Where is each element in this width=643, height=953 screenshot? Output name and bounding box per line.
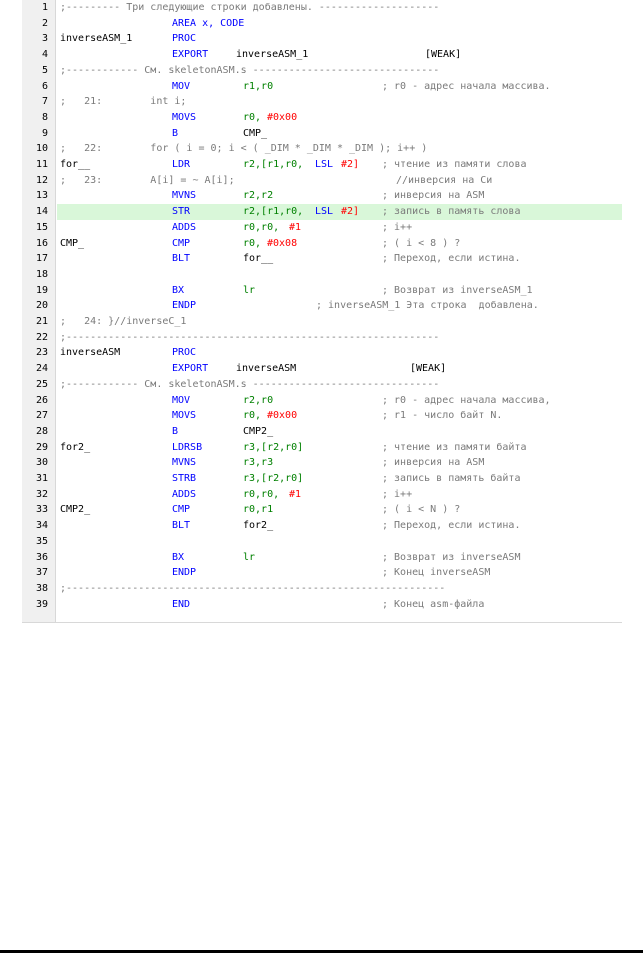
line-number: 34 xyxy=(35,520,48,532)
code-token: ; 24: }//inverseC_1 xyxy=(60,316,187,327)
code-line[interactable] xyxy=(22,110,622,126)
code-token: AREA x, CODE xyxy=(172,17,245,29)
code-token: for__ xyxy=(243,253,274,265)
line-number: 15 xyxy=(35,221,48,233)
code-line[interactable] xyxy=(22,314,622,330)
code-line[interactable] xyxy=(22,251,622,267)
code-token: LSL xyxy=(315,206,334,218)
code-token: EXPORT xyxy=(172,363,209,375)
code-token: MOVS xyxy=(172,111,197,123)
code-token: ; запись в память слова xyxy=(382,206,521,218)
line-number: 3 xyxy=(41,33,48,45)
line-number: 30 xyxy=(35,457,48,469)
code-line[interactable] xyxy=(22,0,622,16)
code-token: CMP xyxy=(172,504,191,516)
code-token: #1 xyxy=(289,221,302,233)
code-line[interactable] xyxy=(22,393,622,409)
line-number: 10 xyxy=(35,143,48,155)
code-line[interactable] xyxy=(22,267,622,283)
code-token: ; Переход, если истина. xyxy=(382,520,521,532)
code-line[interactable] xyxy=(22,534,622,550)
code-token: PROC xyxy=(172,347,197,359)
code-token: ; запись в память байта xyxy=(382,473,521,484)
code-token: CMP2_ xyxy=(60,504,91,516)
code-line[interactable] xyxy=(22,408,622,424)
code-token: ; r0 - адрес начала массива. xyxy=(382,80,551,92)
code-token: ; Конец asm-файла xyxy=(382,598,485,610)
code-token: ; r0 - адрес начала массива, xyxy=(382,394,551,406)
code-token: ; Переход, если истина. xyxy=(382,253,521,265)
code-token: ; inverseASM_1 Эта строка добавлена. xyxy=(316,300,539,312)
code-token: ; Возврат из inverseASM_1 xyxy=(382,284,533,296)
code-token: //инверсия на Си xyxy=(396,174,493,186)
code-token: ; i++ xyxy=(382,221,413,233)
code-token: r1,r0 xyxy=(243,80,274,92)
code-line[interactable] xyxy=(22,455,622,471)
code-token: ADDS xyxy=(172,488,197,500)
code-token: inverseASM_1 xyxy=(60,33,133,45)
code-token: ENDP xyxy=(172,300,197,312)
code-token: inverseASM_1 xyxy=(236,49,309,61)
line-number: 22 xyxy=(35,331,48,343)
line-number: 39 xyxy=(35,598,48,610)
code-line[interactable] xyxy=(22,565,622,581)
code-line[interactable] xyxy=(22,31,622,47)
code-token: #1 xyxy=(289,488,302,500)
code-line[interactable] xyxy=(22,597,622,613)
code-token: [WEAK] xyxy=(410,363,447,375)
line-number: 17 xyxy=(35,253,48,265)
line-number: 16 xyxy=(35,237,48,249)
code-token: MOV xyxy=(172,394,191,406)
line-number: 4 xyxy=(41,49,48,61)
code-token: STRB xyxy=(172,473,197,484)
line-number: 18 xyxy=(35,268,48,280)
code-token: for2_ xyxy=(243,520,274,532)
code-line[interactable] xyxy=(22,550,622,566)
code-line[interactable] xyxy=(22,204,622,220)
code-token: LSL xyxy=(315,159,334,170)
code-line[interactable] xyxy=(22,236,622,252)
code-token: ; инверсия на ASM xyxy=(382,190,485,202)
code-token: ;--------- Три следующие строки добавлены. -------------------- xyxy=(60,2,440,13)
code-token: inverseASM xyxy=(236,363,297,375)
line-number: 1 xyxy=(41,2,48,13)
code-line[interactable] xyxy=(22,487,622,503)
code-token: r0,r0, xyxy=(243,221,280,233)
code-token: #2] xyxy=(341,206,360,218)
code-token: END xyxy=(172,598,191,610)
code-token: MOVS xyxy=(172,410,197,422)
code-line[interactable] xyxy=(22,345,622,361)
code-line[interactable] xyxy=(22,298,622,314)
code-token: r2,r0 xyxy=(243,394,274,406)
line-number: 23 xyxy=(35,347,48,359)
line-number: 2 xyxy=(41,17,48,29)
code-token: ; инверсия на ASM xyxy=(382,457,485,469)
code-token: #2] xyxy=(341,159,360,170)
line-number: 29 xyxy=(35,441,48,453)
code-token: ; r1 - число байт N. xyxy=(382,410,503,422)
code-token: CMP xyxy=(172,237,191,249)
code-token: MVNS xyxy=(172,457,197,469)
code-token: B xyxy=(172,425,179,437)
code-line[interactable] xyxy=(22,157,622,173)
code-token: LDR xyxy=(172,159,191,170)
code-token: r2,r2 xyxy=(243,190,274,202)
code-token: r0, xyxy=(243,410,262,422)
code-token: CMP_ xyxy=(60,237,85,249)
line-number: 19 xyxy=(35,284,48,296)
code-token: BX xyxy=(172,284,185,296)
code-token: r3,r3 xyxy=(243,457,274,469)
code-line[interactable] xyxy=(22,377,622,393)
code-token: r3,[r2,r0] xyxy=(243,441,304,453)
code-token: BLT xyxy=(172,253,191,265)
line-number: 5 xyxy=(41,64,48,76)
code-line[interactable] xyxy=(22,173,622,189)
line-number: 13 xyxy=(35,190,48,202)
code-token: [WEAK] xyxy=(425,49,462,61)
code-line[interactable] xyxy=(22,424,622,440)
line-number: 14 xyxy=(35,206,48,218)
code-token: #0x00 xyxy=(267,410,298,422)
line-number: 37 xyxy=(35,567,48,579)
line-number: 9 xyxy=(41,127,48,139)
code-line[interactable] xyxy=(22,220,622,236)
code-line[interactable] xyxy=(22,126,622,142)
code-token: MOV xyxy=(172,80,191,92)
code-token: CMP_ xyxy=(243,127,268,139)
code-token: r0,r0, xyxy=(243,488,280,500)
code-token: STR xyxy=(172,206,191,218)
code-line[interactable] xyxy=(22,440,622,456)
code-token: ENDP xyxy=(172,567,197,579)
code-token: ; Конец inverseASM xyxy=(382,567,491,579)
current-line-highlight xyxy=(57,204,622,220)
code-token: inverseASM xyxy=(60,347,121,359)
line-number: 24 xyxy=(35,363,48,375)
line-number: 27 xyxy=(35,410,48,422)
code-line[interactable] xyxy=(22,471,622,487)
code-token: BX xyxy=(172,551,185,563)
code-token: CMP2_ xyxy=(243,425,274,437)
line-number: 32 xyxy=(35,488,48,500)
code-token: r0,r1 xyxy=(243,504,274,516)
line-number: 25 xyxy=(35,378,48,390)
line-number: 33 xyxy=(35,504,48,516)
code-token: ;------------ См. skeletonASM.s ------------------------------- xyxy=(60,378,440,390)
code-editor[interactable] xyxy=(22,0,622,623)
line-number: 31 xyxy=(35,473,48,484)
code-line[interactable] xyxy=(22,283,622,299)
line-number: 20 xyxy=(35,300,48,312)
line-number: 38 xyxy=(35,582,48,594)
line-number: 6 xyxy=(41,80,48,92)
code-line[interactable] xyxy=(22,581,622,597)
line-number: 36 xyxy=(35,551,48,563)
line-number: 26 xyxy=(35,394,48,406)
code-token: r2,[r1,r0, xyxy=(243,206,304,218)
code-token: for2_ xyxy=(60,441,91,453)
code-token: #0x00 xyxy=(267,111,298,123)
code-token: r0, xyxy=(243,111,262,123)
code-token: BLT xyxy=(172,520,191,532)
code-token: ADDS xyxy=(172,221,197,233)
code-token: ; i++ xyxy=(382,488,413,500)
code-token: ; 21: int i; xyxy=(60,96,187,108)
code-token: ;-------------------------------------------------------------- xyxy=(60,331,440,343)
code-token: ; Возврат из inverseASM xyxy=(382,551,521,563)
code-line[interactable] xyxy=(22,63,622,79)
code-token: ; 23: A[i] = ~ A[i]; xyxy=(60,174,235,186)
code-token: lr xyxy=(243,284,256,296)
line-number: 12 xyxy=(35,174,48,186)
code-token: r2,[r1,r0, xyxy=(243,159,304,170)
code-token: ;--------------------------------------------------------------- xyxy=(60,582,446,594)
line-number: 11 xyxy=(35,159,48,170)
code-line[interactable] xyxy=(22,361,622,377)
code-token: ; ( i < N ) ? xyxy=(382,504,461,516)
code-token: ; 22: for ( i = 0; i < ( _DIM * _DIM * _DIM ); i++ ) xyxy=(60,143,428,155)
code-token: B xyxy=(172,127,179,139)
code-token: MVNS xyxy=(172,190,197,202)
code-token: ; чтение из памяти байта xyxy=(382,441,527,453)
code-token: ;------------ См. skeletonASM.s ------------------------------- xyxy=(60,64,440,76)
code-token: ; ( i < 8 ) ? xyxy=(382,237,461,249)
code-line[interactable] xyxy=(22,330,622,346)
code-token: for__ xyxy=(60,159,91,170)
code-token: lr xyxy=(243,551,256,563)
code-token: EXPORT xyxy=(172,49,209,61)
code-line[interactable] xyxy=(22,16,622,32)
code-token: PROC xyxy=(172,33,197,45)
code-line[interactable] xyxy=(22,47,622,63)
code-token: #0x08 xyxy=(267,237,298,249)
code-token: LDRSB xyxy=(172,441,203,453)
code-line[interactable] xyxy=(22,518,622,534)
code-line[interactable] xyxy=(22,79,622,95)
line-number: 21 xyxy=(35,316,48,327)
code-line[interactable] xyxy=(22,94,622,110)
line-number: 35 xyxy=(35,535,48,547)
line-number: 7 xyxy=(41,96,48,108)
code-token: r0, xyxy=(243,237,262,249)
code-line[interactable] xyxy=(22,188,622,204)
code-token: r3,[r2,r0] xyxy=(243,473,304,484)
code-line[interactable] xyxy=(22,502,622,518)
line-number: 28 xyxy=(35,425,48,437)
code-token: ; чтение из памяти слова xyxy=(382,159,527,170)
code-line[interactable] xyxy=(22,141,622,157)
line-number: 8 xyxy=(41,111,48,123)
